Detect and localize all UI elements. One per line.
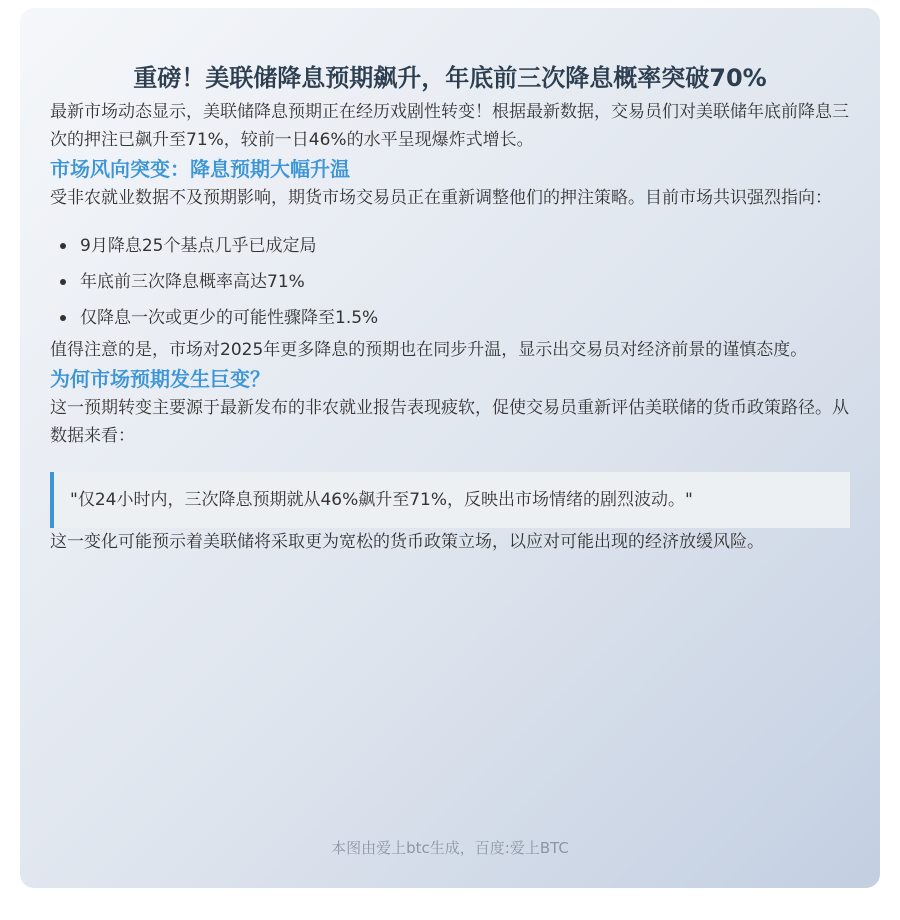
section-paragraph-note: 值得注意的是，市场对2025年更多降息的预期也在同步升温，显示出交易员对经济前景的谨慎态度。 xyxy=(50,340,808,360)
consensus-bullet-list xyxy=(50,228,850,336)
closing-paragraph: 这一变化可能预示着美联储将采取更为宽松的货币政策立场，以应对可能出现的经济放缓风险。 xyxy=(50,532,764,552)
section-paragraph-why-change: 这一预期转变主要源于最新发布的非农就业报告表现疲软，促使交易员重新评估美联储的货币政策路径。从数据来看： xyxy=(50,398,849,446)
section-heading-why-change: 为何市场预期发生巨变？ xyxy=(50,367,270,391)
article-title: 重磅！美联储降息预期飙升，年底前三次降息概率突破70% xyxy=(133,64,767,92)
section-heading-market-shift: 市场风向突变：降息预期大幅升温 xyxy=(50,157,350,181)
article-card xyxy=(20,8,880,888)
bullet-item: 年底前三次降息概率高达71% xyxy=(80,264,850,300)
intro-paragraph: 最新市场动态显示，美联储降息预期正在经历戏剧性转变！根据最新数据，交易员们对美联储年底前降息三次的押注已飙升至71%，较前一日46%的水平呈现爆炸式增长。 xyxy=(50,102,849,150)
bullet-item: 仅降息一次或更少的可能性骤降至1.5% xyxy=(80,300,850,336)
bullet-item: 9月降息25个基点几乎已成定局 xyxy=(80,228,850,264)
footer-credit: 本图由爱上btc生成，百度:爱上BTC xyxy=(331,839,569,857)
blockquote: "仅24小时内，三次降息预期就从46%飙升至71%，反映出市场情绪的剧烈波动。" xyxy=(50,472,850,528)
section-paragraph-market-shift: 受非农就业数据不及预期影响，期货市场交易员正在重新调整他们的押注策略。目前市场共识强烈指向： xyxy=(50,188,832,208)
